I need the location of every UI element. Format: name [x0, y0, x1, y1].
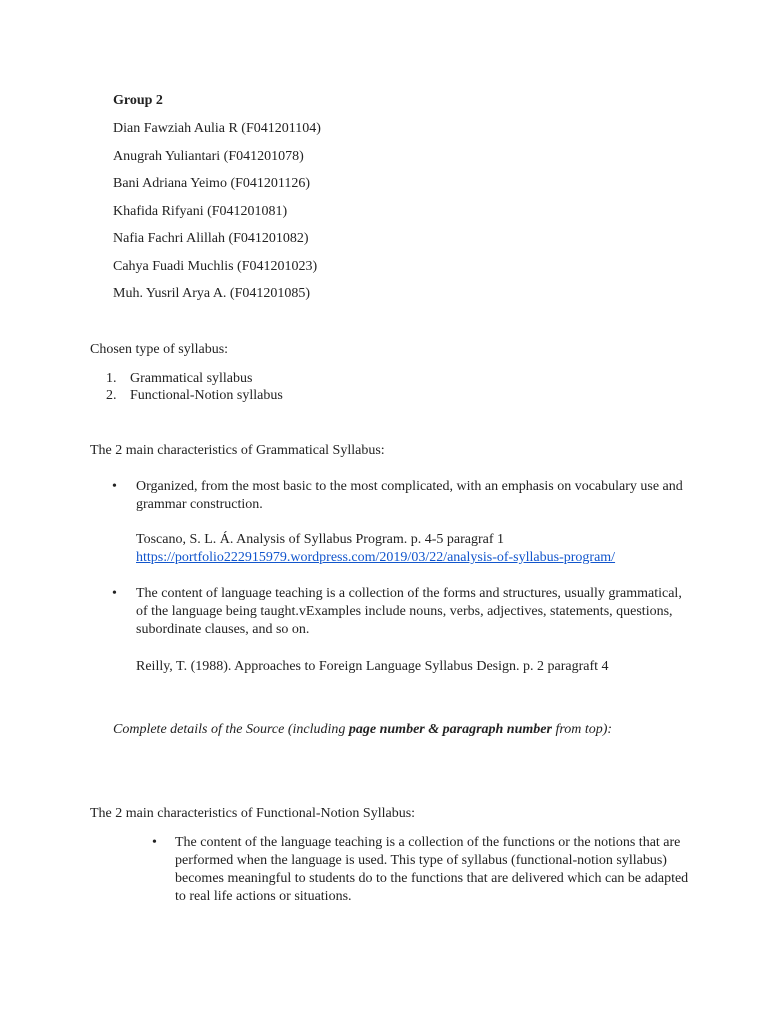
list-label: Grammatical syllabus	[130, 371, 253, 386]
source-note	[113, 722, 612, 738]
bullet-glyph: •	[152, 835, 157, 850]
source-link[interactable]: https://portfolio222915979.wordpress.com/2019/03/22/analysis-of-syllabus-program/	[136, 550, 616, 565]
source-note-bold: page number & paragraph number	[348, 722, 552, 737]
source-note-prefix: Complete details of the Source (including	[113, 722, 349, 737]
source-citation: Reilly, T. (1988). Approaches to Foreign Language Syllabus Design. p. 2 paragraft 4	[136, 659, 609, 674]
source-link-wrap	[136, 549, 696, 567]
group-title: Group 2	[113, 93, 163, 108]
bullet-glyph: •	[112, 479, 117, 494]
functional-point-1: The content of the language teaching is a collection of the functions or the notions that are performed when the language is used. This type of syllabus (functional-notion syllabus) becomes meaningful to students do to the functions that are delivered which can be adapted to real life actions or situations.	[175, 835, 689, 904]
member-name: Bani Adriana Yeimo (F041201126)	[113, 176, 311, 191]
member-name: Dian Fawziah Aulia R (F041201104)	[113, 121, 321, 136]
bullet-glyph: •	[112, 586, 117, 601]
list-item	[106, 387, 283, 404]
grammatical-point-2: The content of language teaching is a collection of the forms and structures, usually grammatical, of the language being taught.vExamples include nouns, verbs, adjectives, statements, questions, subordinate clauses, and so on.	[136, 586, 682, 637]
list-number: 2.	[106, 388, 117, 403]
list-number: 1.	[106, 371, 117, 386]
source-note-suffix: from top):	[551, 722, 613, 737]
source-citation: Toscano, S. L. Á. Analysis of Syllabus Program. p. 4-5 paragraf 1	[136, 532, 505, 547]
grammatical-heading: The 2 main characteristics of Grammatical Syllabus:	[90, 443, 385, 458]
list-label: Functional-Notion syllabus	[130, 388, 283, 403]
list-item	[106, 370, 252, 387]
grammatical-point-1: Organized, from the most basic to the most complicated, with an emphasis on vocabulary use and grammar construction.	[136, 479, 683, 512]
member-name: Muh. Yusril Arya A. (F041201085)	[113, 286, 311, 301]
member-name: Nafia Fachri Alillah (F041201082)	[113, 231, 309, 246]
member-name: Anugrah Yuliantari (F041201078)	[113, 149, 304, 164]
member-name: Khafida Rifyani (F041201081)	[113, 204, 288, 219]
chosen-heading: Chosen type of syllabus:	[90, 342, 229, 357]
member-name: Cahya Fuadi Muchlis (F041201023)	[113, 259, 318, 274]
functional-heading: The 2 main characteristics of Functional-Notion Syllabus:	[90, 806, 416, 821]
